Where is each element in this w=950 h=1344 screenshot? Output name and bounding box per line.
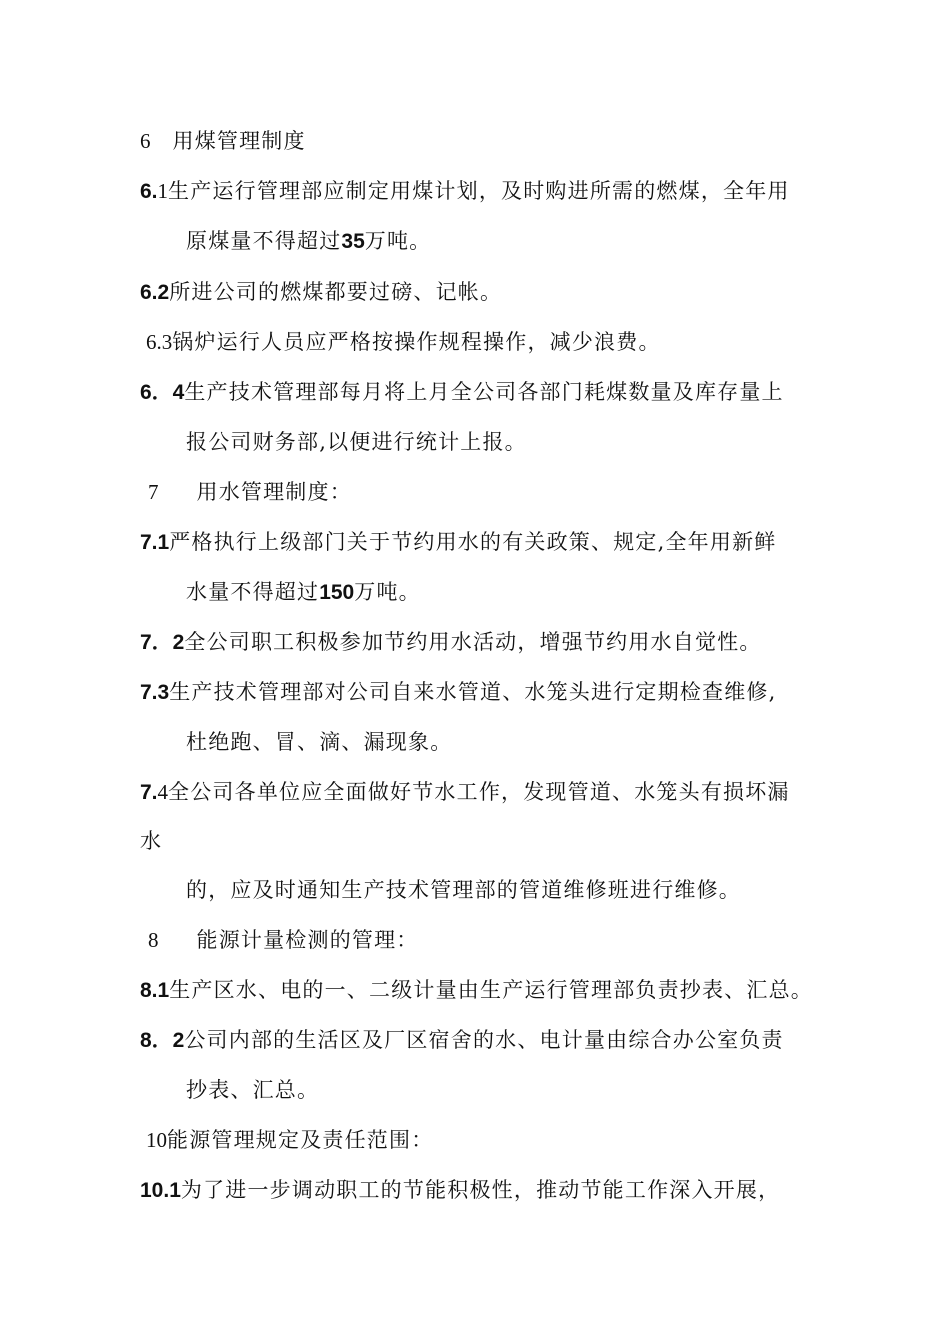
section-heading-10 (146, 1126, 433, 1154)
clause-number: 7. (140, 781, 158, 804)
clause-text: 杜绝跑、冒、滴、漏现象。 (186, 730, 453, 754)
clause-10-1 (140, 1176, 780, 1205)
clause-text: 水 (140, 829, 163, 853)
clause-7-2 (140, 628, 762, 657)
clause-7-4 (140, 778, 790, 807)
clause-number: 8.1 (140, 979, 170, 1002)
clause-number: 6. (140, 180, 158, 203)
clause-text: 全公司各单位应全面做好节水工作，发现管道、水笼头有损坏漏 (168, 780, 790, 804)
clause-text: 生产技术管理部对公司自来水管道、水笼头进行定期检查维修, (169, 680, 777, 704)
clause-number: 8．2 (140, 1029, 185, 1052)
section-heading-7 (148, 478, 352, 506)
section-number: 8 (148, 928, 159, 952)
clause-6-2 (140, 278, 502, 307)
clause-number: 10.1 (140, 1179, 181, 1202)
section-title: 用水管理制度： (196, 480, 352, 504)
clause-number: 6.3 (146, 330, 173, 354)
clause-number: 7.1 (140, 531, 170, 554)
section-title: 用煤管理制度 (172, 129, 306, 153)
clause-7-1-continued (186, 578, 421, 607)
clause-text: 报公司财务部,以便进行统计上报。 (186, 430, 527, 454)
clause-6-1 (140, 177, 790, 206)
section-title: 能源计量检测的管理： (196, 928, 419, 952)
inline-number: 150 (319, 581, 355, 604)
clause-8-1 (140, 976, 813, 1005)
inline-number: 35 (341, 230, 365, 253)
clause-text: 严格执行上级部门关于节约用水的有关政策、规定,全年用新鲜 (169, 530, 777, 554)
clause-text: 生产区水、电的一、二级计量由生产运行管理部负责抄表、汇总。 (169, 978, 814, 1002)
clause-7-4-continued (186, 876, 741, 904)
clause-7-3 (140, 678, 776, 707)
section-number: 6 (140, 129, 151, 153)
clause-text: 为了进一步调动职工的节能积极性，推动节能工作深入开展， (180, 1178, 781, 1202)
clause-7-3-continued (186, 728, 452, 756)
clause-text-after: 万吨。 (354, 580, 421, 604)
clause-6-4 (140, 378, 784, 407)
clause-number: 7．2 (140, 631, 185, 654)
section-number: 7 (148, 480, 159, 504)
clause-text: 原煤量不得超过 (186, 229, 342, 253)
clause-8-2 (140, 1026, 784, 1055)
clause-text: 抄表、汇总。 (186, 1078, 320, 1102)
clause-number: 6.2 (140, 281, 170, 304)
clause-number-suffix: 4 (157, 780, 169, 804)
clause-text: 所进公司的燃煤都要过磅、记帐。 (169, 280, 503, 304)
section-heading-8 (148, 926, 419, 954)
clause-number: 7.3 (140, 681, 170, 704)
clause-text: 生产运行管理部应制定用煤计划，及时购进所需的燃煤，全年用 (168, 179, 790, 203)
clause-text: 的，应及时通知生产技术管理部的管道维修班进行维修。 (186, 878, 741, 902)
clause-text: 全公司职工积极参加节约用水活动，增强节约用水自觉性。 (184, 630, 762, 654)
section-heading-6 (140, 127, 306, 155)
section-number: 10 (146, 1128, 167, 1152)
clause-text: 公司内部的生活区及厂区宿舍的水、电计量由综合办公室负责 (184, 1028, 784, 1052)
clause-6-3 (146, 328, 661, 356)
clause-number: 6．4 (140, 381, 185, 404)
clause-7-1 (140, 528, 776, 557)
clause-6-1-continued (186, 227, 431, 256)
clause-text: 锅炉运行人员应严格按操作规程操作，减少浪费。 (172, 330, 661, 354)
clause-number-suffix: 1 (157, 179, 169, 203)
clause-text-after: 万吨。 (364, 229, 432, 253)
clause-text: 水量不得超过 (186, 580, 320, 604)
clause-8-2-continued (186, 1076, 319, 1104)
section-title: 能源管理规定及责任范围： (167, 1128, 434, 1152)
clause-6-4-continued (186, 428, 527, 456)
clause-text: 生产技术管理部每月将上月全公司各部门耗煤数量及库存量上 (184, 380, 784, 404)
clause-7-4-wrap (140, 827, 162, 855)
